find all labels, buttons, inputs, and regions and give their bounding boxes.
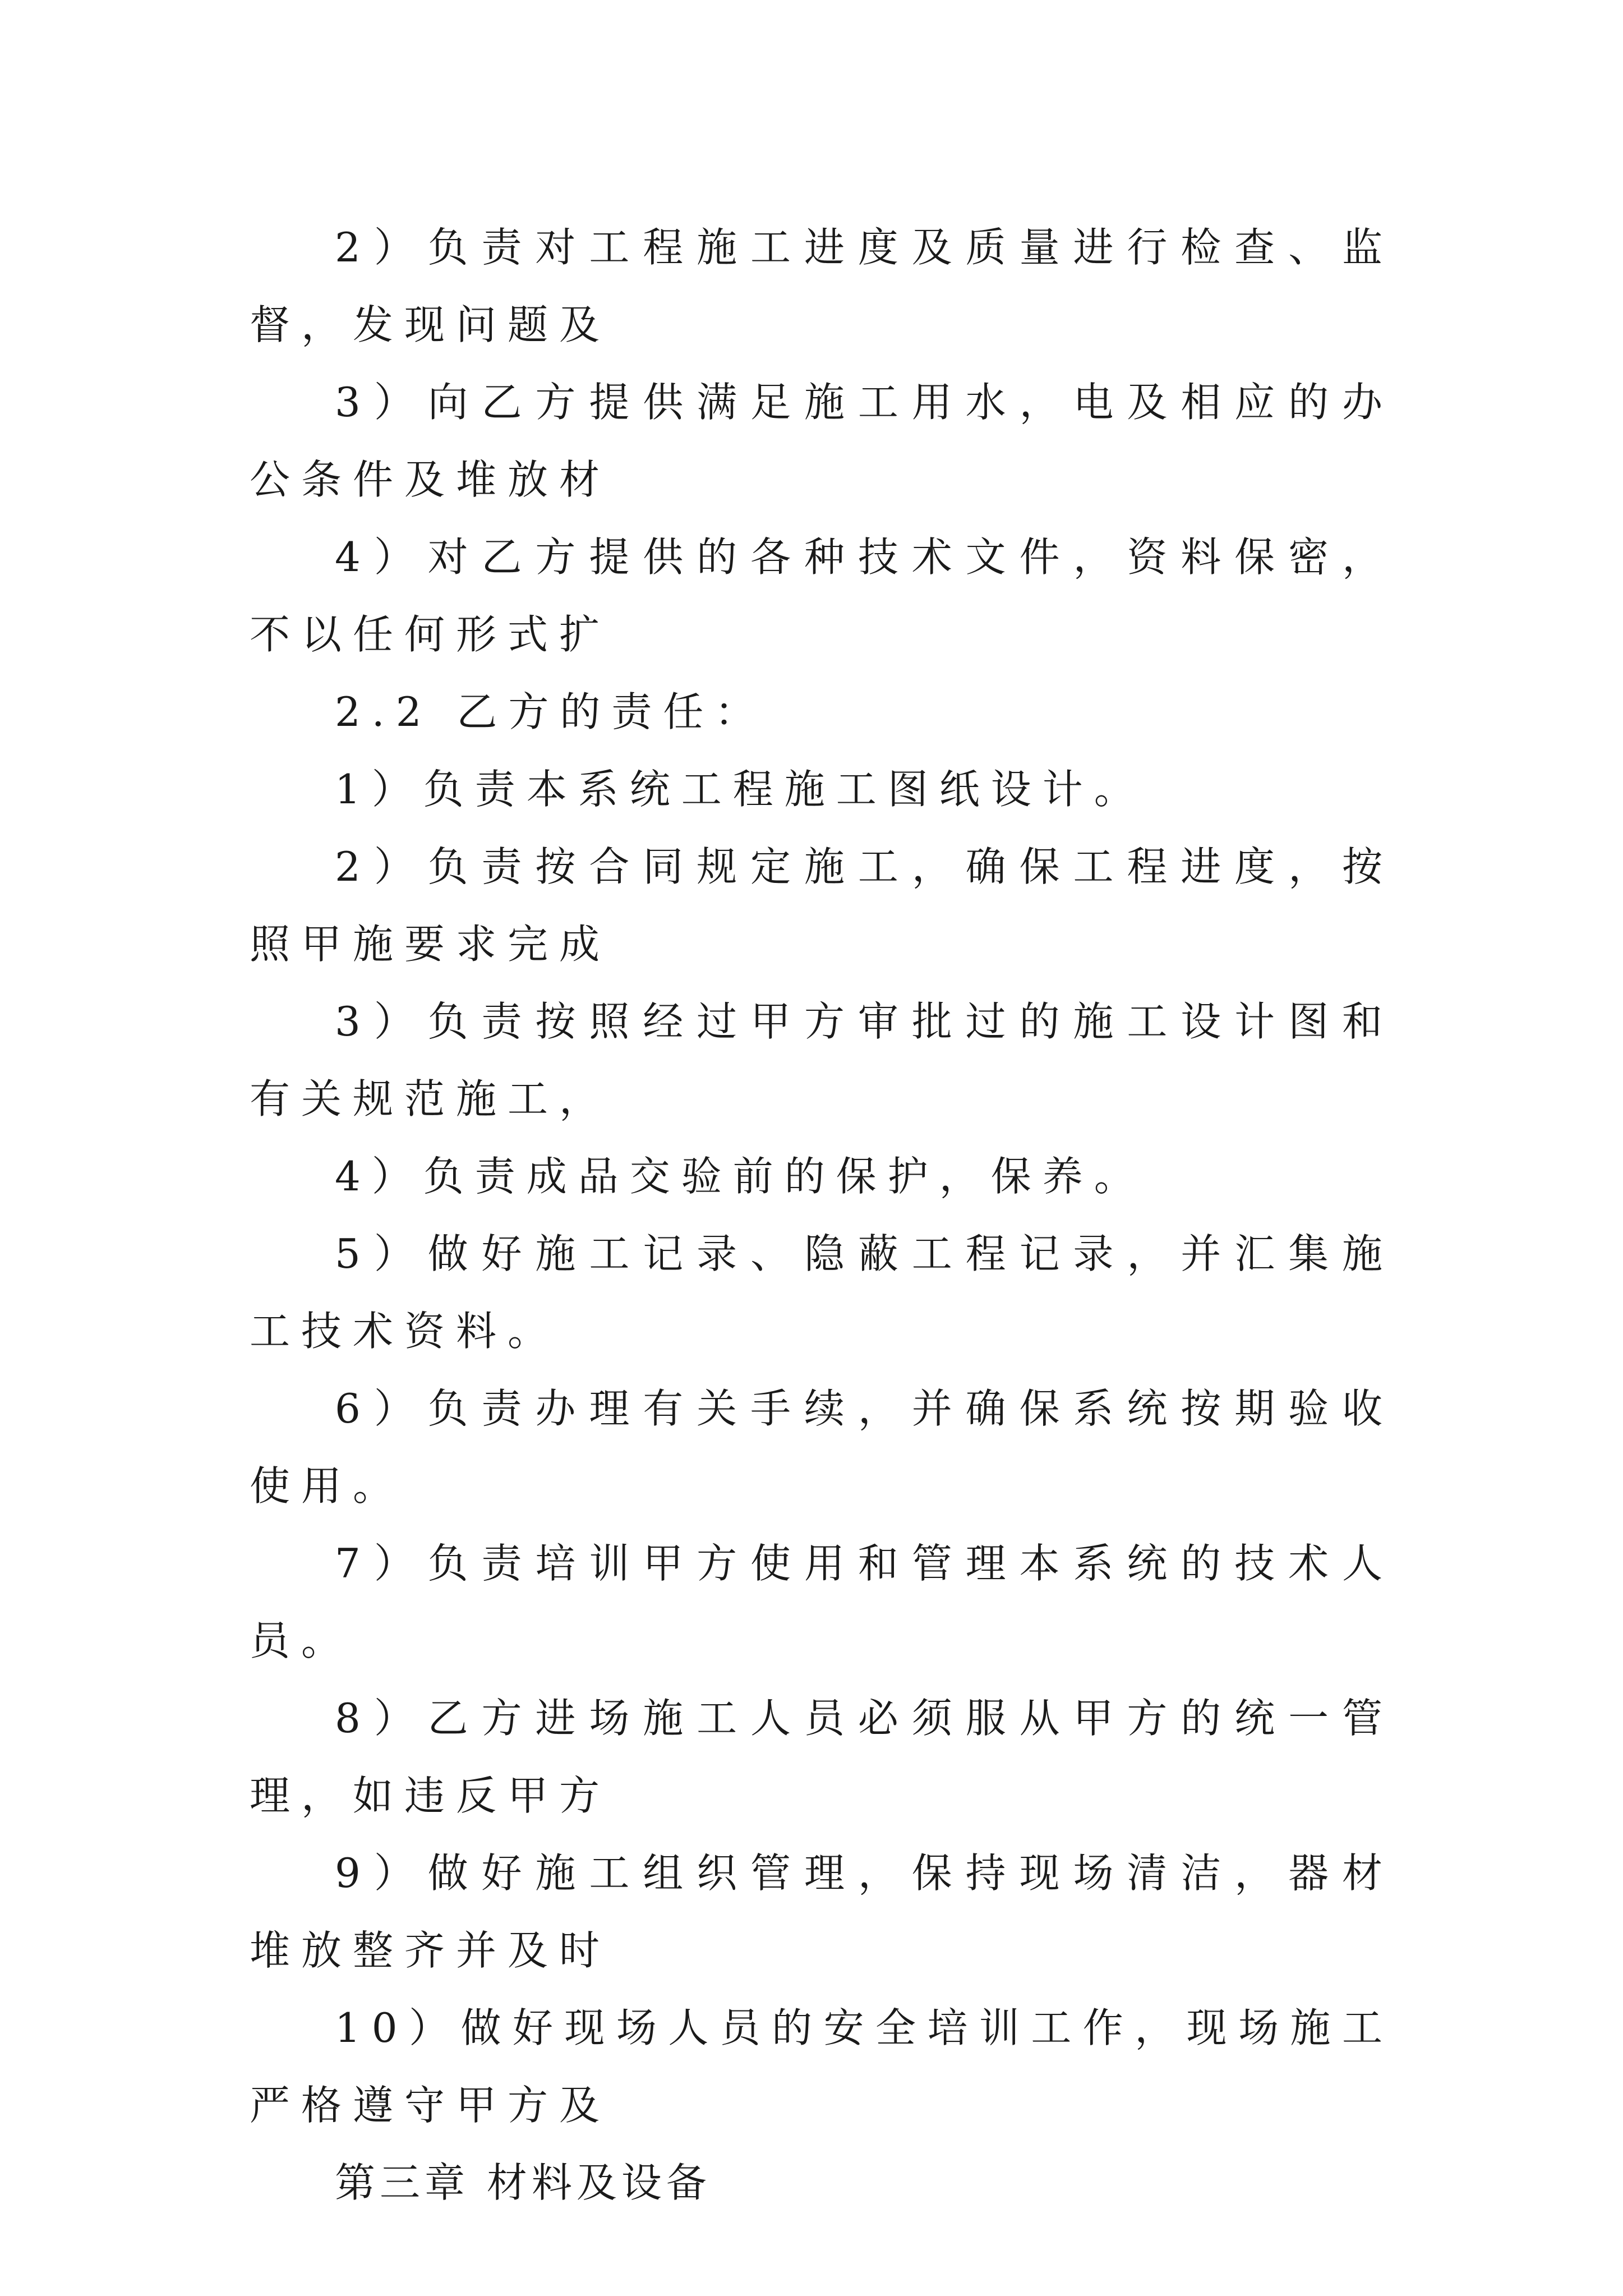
paragraph-5: 1）负责本系统工程施工图纸设计。: [335, 766, 1146, 813]
paragraph-13: 9）做好施工组织管理，保持现场清洁，器材堆放整齐并及时: [250, 1849, 1394, 1974]
section-heading-2-2: 2.2 乙方的责任：: [335, 688, 767, 735]
paragraph-9: 5）做好施工记录、隐蔽工程记录，并汇集施工技术资料。: [250, 1230, 1394, 1355]
chapter-heading: 第三章 材料及设备: [335, 2159, 711, 2206]
paragraph-6: 2）负责按合同规定施工，确保工程进度，按照甲施要求完成: [250, 843, 1394, 968]
paragraph-8: 4）负责成品交验前的保护，保养。: [335, 1153, 1146, 1200]
paragraph-11: 7）负责培训甲方使用和管理本系统的技术人员。: [250, 1540, 1394, 1664]
paragraph-12: 8）乙方进场施工人员必须服从甲方的统一管理，如违反甲方: [250, 1695, 1394, 1819]
paragraph-2: 3）向乙方提供满足施工用水，电及相应的办公条件及堆放材: [250, 379, 1394, 503]
paragraph-10: 6）负责办理有关手续，并确保系统按期验收使用。: [250, 1385, 1394, 1510]
paragraph-3: 4）对乙方提供的各种技术文件，资料保密，不以任何形式扩: [250, 533, 1394, 658]
paragraph-14: 10）做好现场人员的安全培训工作，现场施工严格遵守甲方及: [250, 2004, 1394, 2129]
paragraph-7: 3）负责按照经过甲方审批过的施工设计图和有关规范施工，: [250, 998, 1394, 1122]
document-body: [250, 209, 1394, 2221]
paragraph-1: 2）负责对工程施工进度及质量进行检查、监督，发现问题及: [250, 224, 1394, 348]
